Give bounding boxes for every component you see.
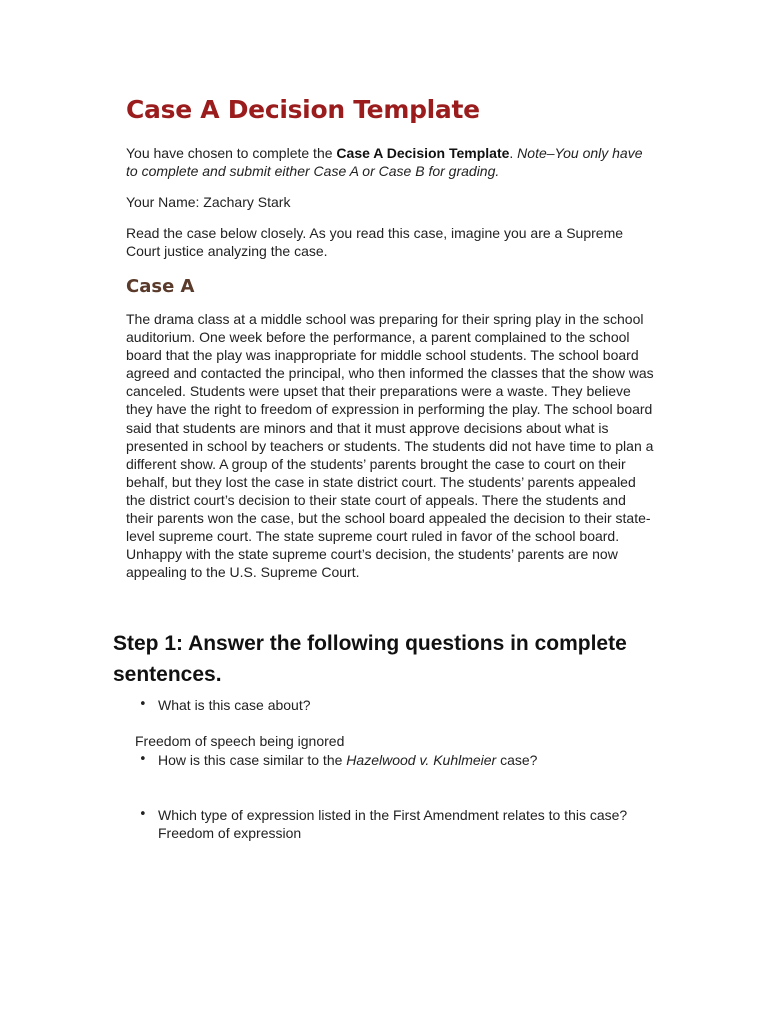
bullet-icon: • [139,752,147,767]
answer-3-text: Freedom of expression [158,825,302,841]
question-1-text: What is this case about? [158,697,311,713]
document-page [126,92,656,581]
question-item [113,751,673,769]
page-title: Case A Decision Template [126,95,480,124]
intro-note: Note–You only have to complete and submit either Case A or Case B for grading. [126,145,643,179]
intro-template-name: Case A Decision Template [336,145,510,161]
step1-section [113,628,673,842]
intro-period: . [509,145,514,161]
bullet-icon: • [139,697,147,712]
case-heading: Case A [126,276,195,297]
read-instructions: Read the case below closely. As you read this case, imagine you are a Supreme Court justice analyzing the case. [126,225,624,259]
intro-paragraph [126,144,656,180]
question-item [113,806,673,842]
answer-1-text: Freedom of speech being ignored [135,733,345,749]
bullet-icon: • [139,807,147,822]
step1-heading: Step 1: Answer the following questions in complete sentences. [113,632,627,686]
your-name-line: Your Name: Zachary Stark [126,194,291,210]
question-item [113,696,673,714]
question-2-case-name: Hazelwood v. Kuhlmeier [346,752,497,768]
case-description: The drama class at a middle school was preparing for their spring play in the school auditorium. One week before the performance, a parent complained to the school board that the play was inappropriate for middle school students. The school board agreed and contacted the principal, who then informed the classes that the show was canceled. Students were upset that their preparations were a waste. They believe they have the right to freedom of expression in performing the play. The school board said that students are minors and that it must approve decisions about what is presented in school by teachers or students. The students did not have time to plan a different show. A group of the students’ parents brought the case to court on their behalf, but they lost the case in state district court. The students’ parents appealed the district court’s decision to their state court of appeals. There the students and their parents won the case, but the school board appealed the decision to their state-level supreme court. The state supreme court ruled in favor of the school board. Unhappy with the state supreme court’s decision, the students’ parents are now appealing to the U.S. Supreme Court. [126,311,654,581]
question-list-2 [113,751,673,842]
question-3-text: Which type of expression listed in the First Amendment relates to this case? [158,807,628,823]
question-2-suffix: case? [496,752,538,768]
intro-prefix: You have chosen to complete the [126,145,337,161]
question-2-prefix: How is this case similar to the [158,752,347,768]
question-list [113,696,673,714]
